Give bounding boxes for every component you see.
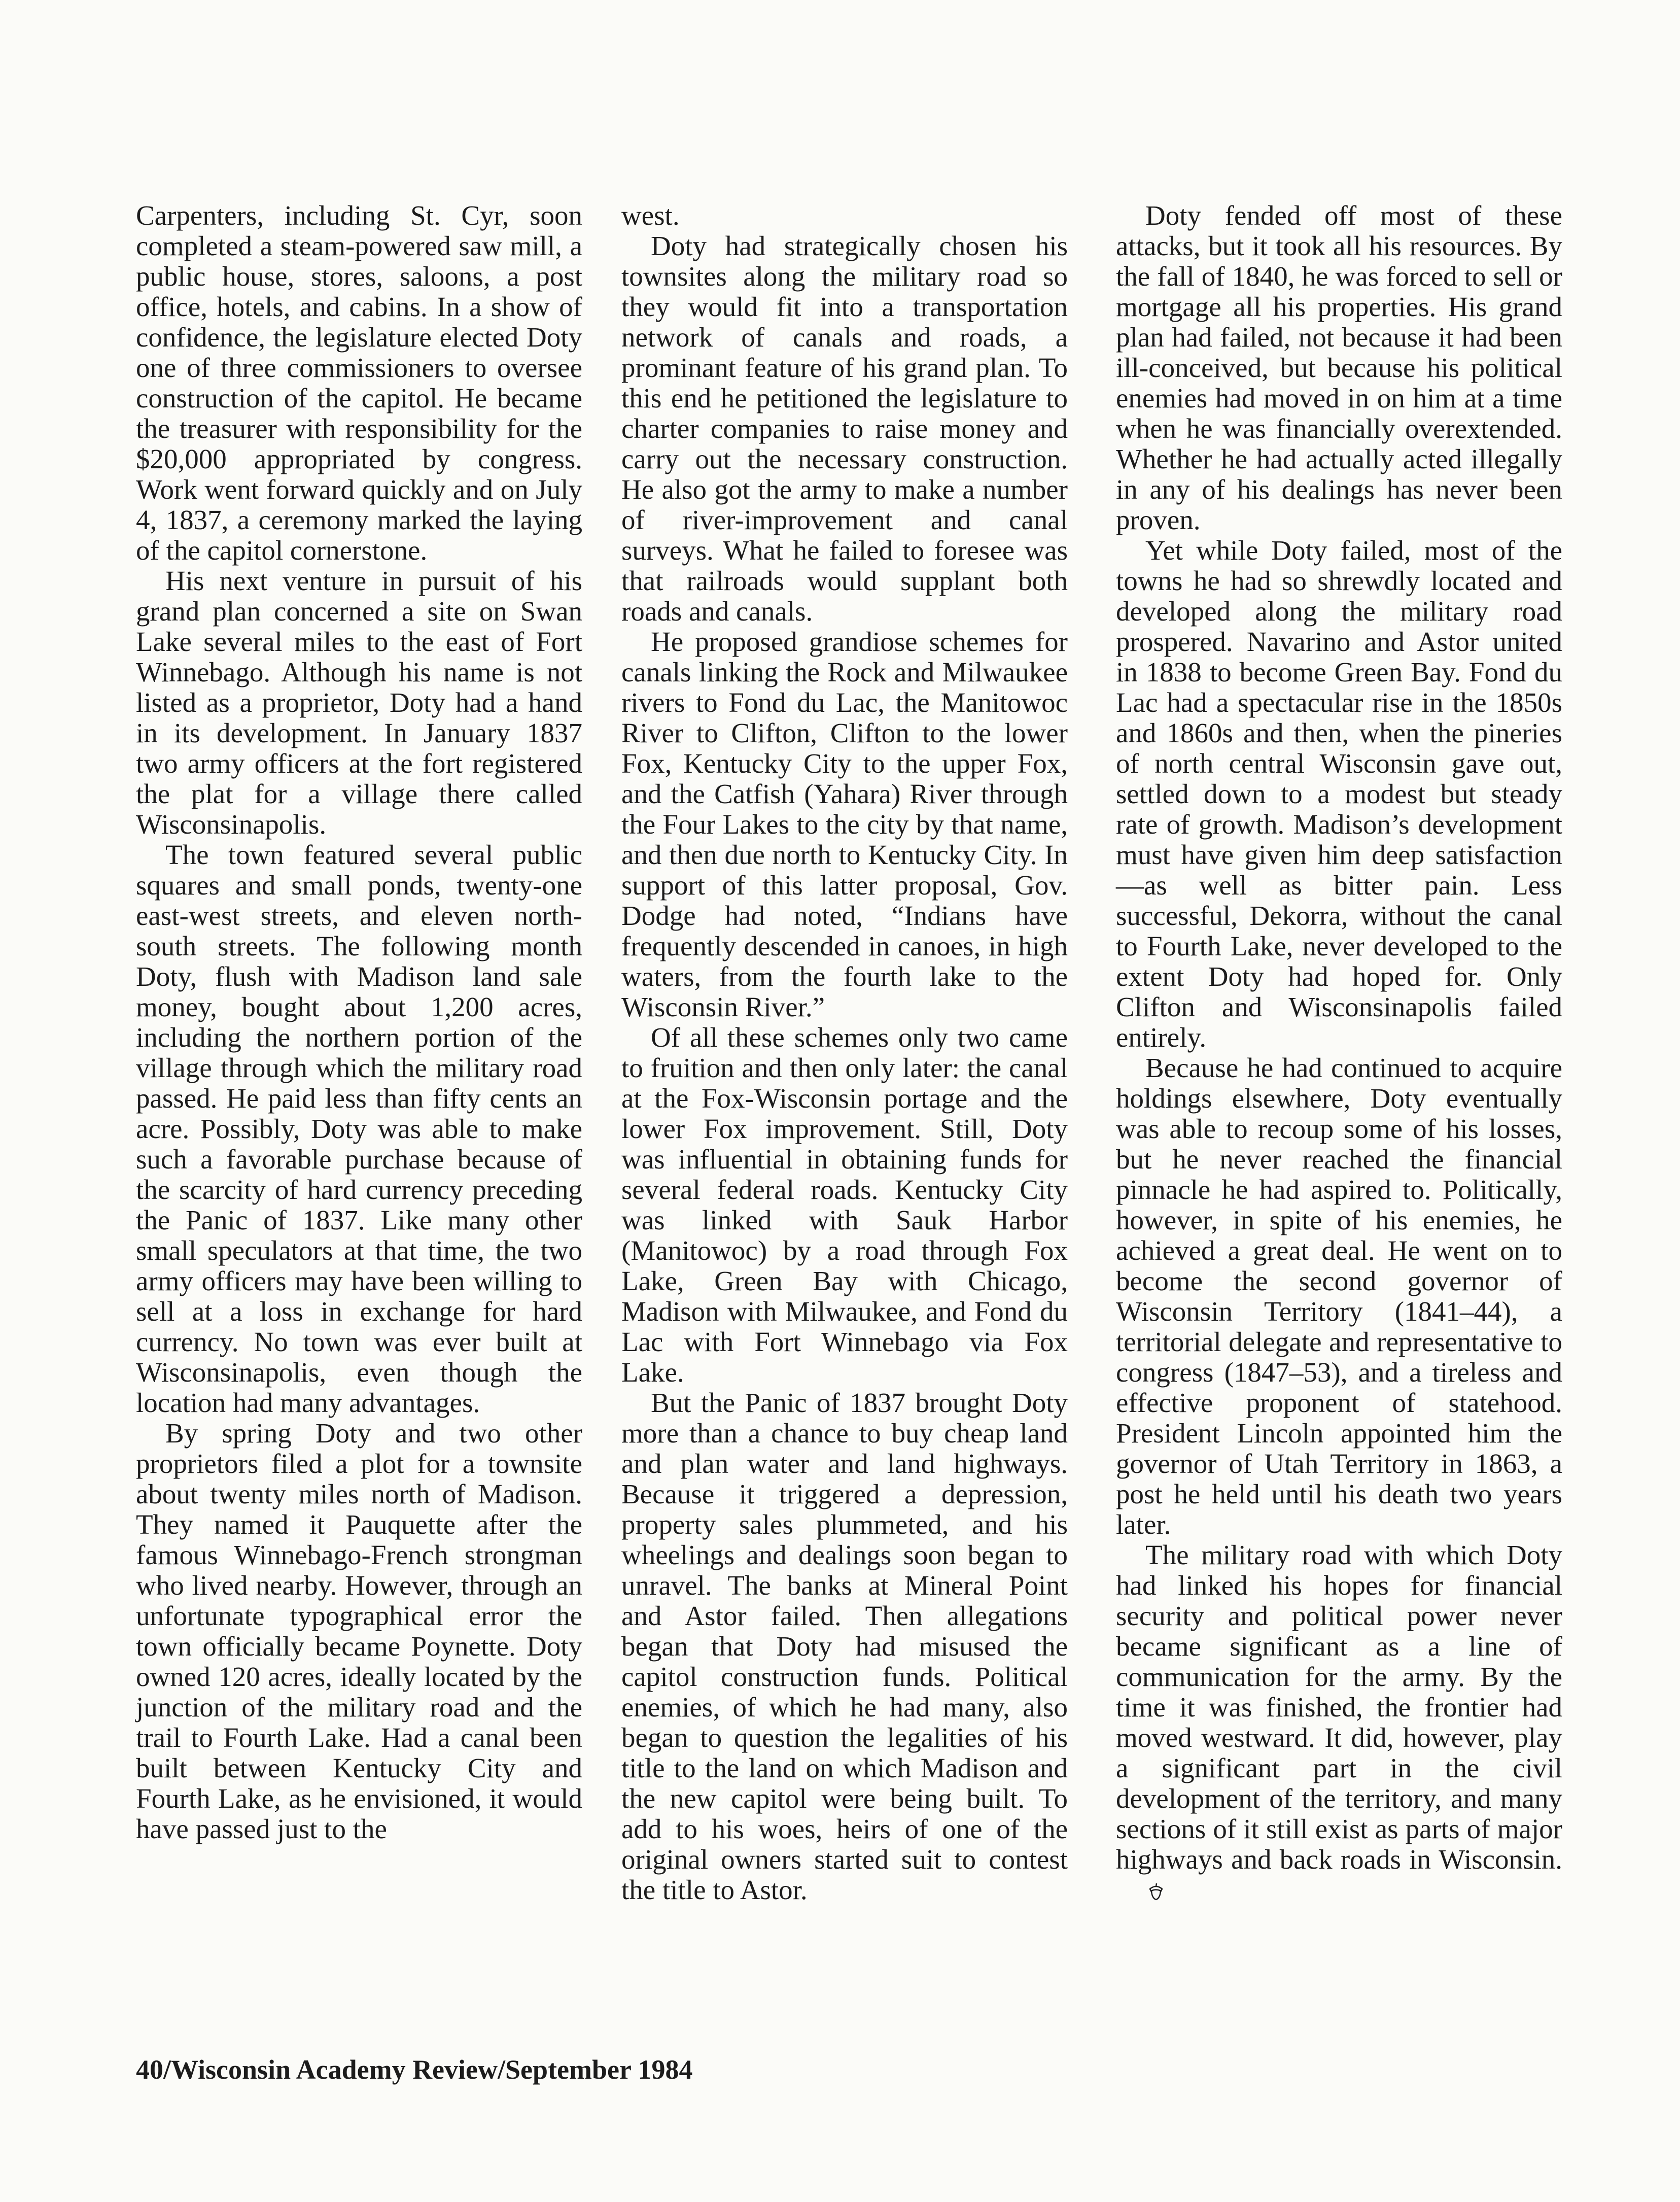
final-paragraph xyxy=(1116,1540,1562,1905)
paragraph: west. xyxy=(621,200,680,231)
paragraph: Doty had strategically chosen his townsites along the military road so they would fit into a transportation network of canals and roads, a prominant feature of his grand plan. To this end he petitioned the legislature to charter companies to raise money and carry out the necessary construction. He also got the army to make a number of river-improvement and canal surveys. What he failed to foresee was that railroads would supplant both roads and canals. xyxy=(621,230,1068,627)
paragraph-text: The military road with which Doty had linked his hopes for financial security and political power never became significant as a line of communication for the army. By the time it was finished, the frontier had moved westward. It did, however, play a significant part in the civil development of the territory, and many sections of it still exist as parts of major highways and back roads in Wisconsin. xyxy=(1116,1539,1562,1875)
paragraph: Of all these schemes only two came to fruition and then only later: the canal at the Fox-Wisconsin portage and the lower Fox improvement. Still, Doty was influential in obtaining funds for several federal roads. Kentucky City was linked with Sauk Harbor (Manitowoc) by a road through Fox Lake, Green Bay with Chicago, Madison with Milwaukee, and Fond du Lac with Fort Winnebago via Fox Lake. xyxy=(621,1022,1068,1388)
page-footer: 40/Wisconsin Academy Review/September 1984 xyxy=(136,2054,693,2085)
paragraph: Carpenters, including St. Cyr, soon completed a steam-powered saw mill, a public house, stores, saloons, a post office, hotels, and cabins. In a show of confidence, the legislature elected Doty one of three commissioners to oversee construction of the capitol. He became the treasurer with responsibility for the $20,000 appropriated by congress. Work went forward quickly and on July 4, 1837, a ceremony marked the laying of the capitol cornerstone. xyxy=(136,200,582,566)
paragraph: By spring Doty and two other proprietors filed a plot for a townsite about twenty miles north of Madison. They named it Pauquette after the famous Winnebago-French strongman who lived nearby. However, through an unfortunate typographical error the town officially became Poynette. Doty owned 120 acres, ideally located by the junction of the military road and the trail to Fourth Lake. Had a canal been built between Kentucky City and Fourth Lake, as he envisioned, it would have passed just to the xyxy=(136,1418,582,1844)
paragraph: But the Panic of 1837 brought Doty more than a chance to buy cheap land and plan water and land highways. Because it triggered a depression, property sales plummeted, and his wheelings and dealings soon began to unravel. The banks at Mineral Point and Astor failed. Then allegations began that Doty had misused the capitol construction funds. Political enemies, of which he had many, also began to question the legalities of his title to the land on which Madison and the new capitol were being built. To add to his woes, heirs of one of the original owners started suit to contest the title to Astor. xyxy=(621,1387,1068,1905)
paragraph: The town featured several public squares and small ponds, twenty-one east-west streets, and eleven north-south streets. The following month Doty, flush with Madison land sale money, bought about 1,200 acres, including the northern portion of the village through which the military road passed. He paid less than fifty cents an acre. Possibly, Doty was able to make such a favorable purchase because of the scarcity of hard currency preceding the Panic of 1837. Like many other small speculators at that time, the two army officers may have been willing to sell at a loss in exchange for hard currency. No town was ever built at Wisconsinapolis, even though the location had many advantages. xyxy=(136,839,582,1418)
paragraph: He proposed grandiose schemes for canals linking the Rock and Milwaukee rivers to Fond du Lac, the Manitowoc River to Clifton, Clifton to the lower Fox, Kentucky City to the upper Fox, and the Catfish (Yahara) River through the Four Lakes to the city by that name, and then due north to Kentucky City. In support of this latter proposal, Gov. Dodge had noted, “Indians have frequently descended in canoes, in high waters, from the fourth lake to the Wisconsin River.” xyxy=(621,626,1068,1022)
paragraph: His next venture in pursuit of his grand plan concerned a site on Swan Lake several miles to the east of Fort Winnebago. Although his name is not listed as a proprietor, Doty had a hand in its development. In January 1837 two army officers at the fort registered the plat for a village there called Wisconsinapolis. xyxy=(136,565,582,840)
paragraph: Doty fended off most of these attacks, but it took all his resources. By the fall of 1840, he was forced to sell or mortgage all his properties. His grand plan had failed, not because it had been ill-conceived, but because his political enemies had moved in on him at a time when he was financially overextended. Whether he had actually acted illegally in any of his dealings has never been proven. xyxy=(1116,200,1562,535)
article-column-3 xyxy=(1116,200,1562,1905)
paragraph: Because he had continued to acquire holdings elsewhere, Doty eventually was able to recoup some of his losses, but he never reached the financial pinnacle he had aspired to. Politically, however, in spite of his enemies, he achieved a great deal. He went on to become the second governor of Wisconsin Territory (1841–44), a territorial delegate and representative to congress (1847–53), and a tireless and effective proponent of statehood. President Lincoln appointed him the governor of Utah Territory in 1863, a post he held until his death two years later. xyxy=(1116,1052,1562,1540)
acorn-end-mark-icon xyxy=(1118,1877,1135,1896)
article-column-2 xyxy=(621,200,1068,1905)
article-column-1 xyxy=(136,200,582,1844)
paragraph: Yet while Doty failed, most of the towns he had so shrewdly located and developed along the military road prospered. Navarino and Astor united in 1838 to become Green Bay. Fond du Lac had a spectacular rise in the 1850s and 1860s and then, when the pineries of north central Wisconsin gave out, settled down to a modest but steady rate of growth. Madison’s development must have given him deep satisfaction—as well as bitter pain. Less successful, Dekorra, without the canal to Fourth Lake, never developed to the extent Doty had hoped for. Only Clifton and Wisconsinapolis failed entirely. xyxy=(1116,535,1562,1053)
